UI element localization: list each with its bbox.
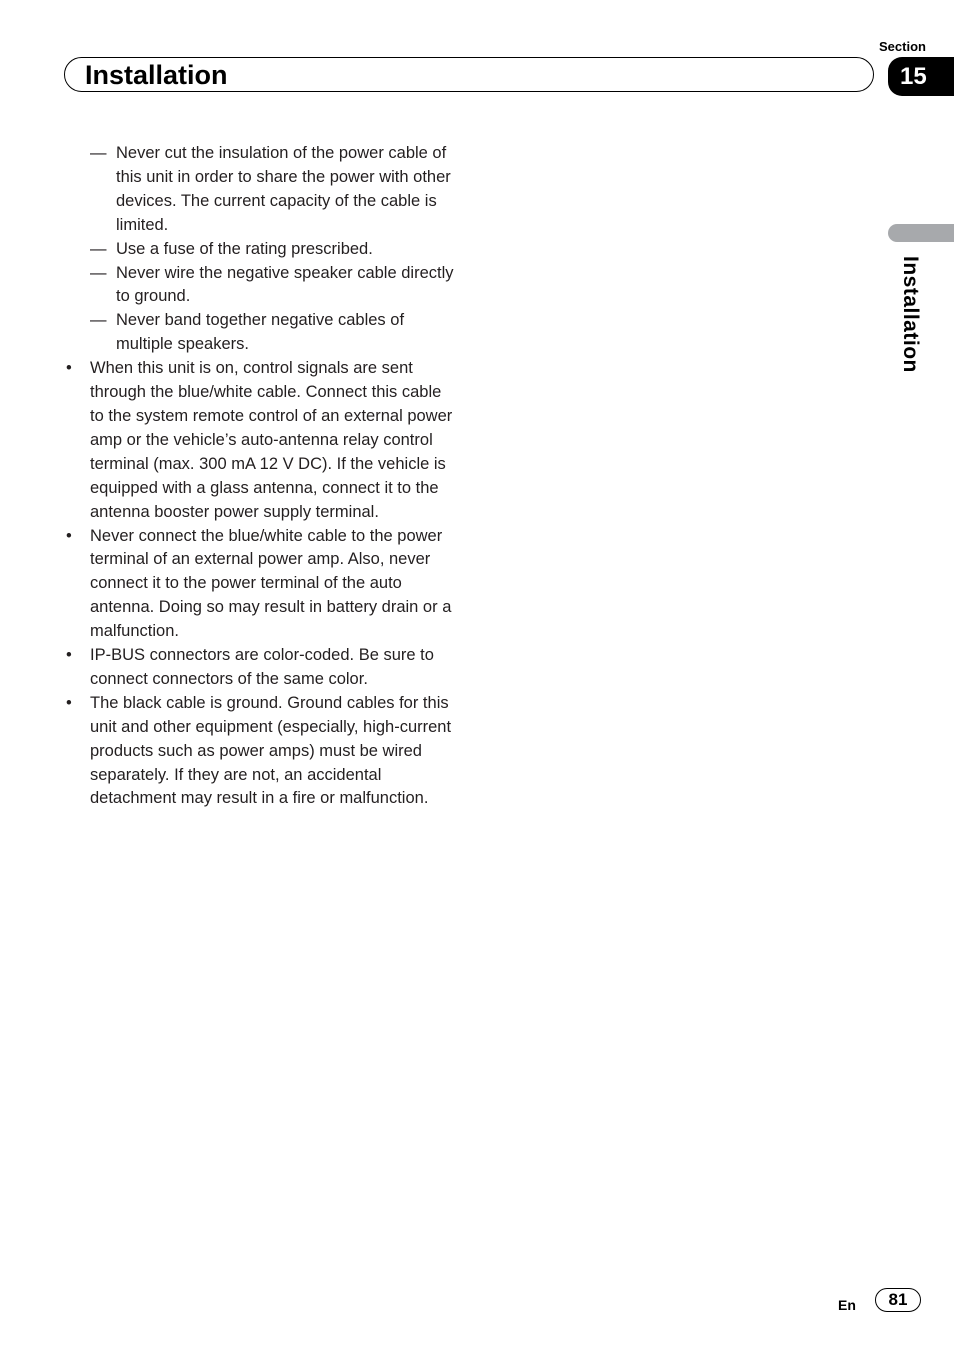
dash-item-text: Never cut the insulation of the power cable of this unit in order to share the power with other devices. The current capacity of the cable is limited. <box>116 144 451 234</box>
bullet-marker: • <box>66 693 72 712</box>
dash-list-item <box>64 309 456 357</box>
section-label: Section <box>879 39 926 54</box>
dash-item-text: Use a fuse of the rating prescribed. <box>116 239 373 258</box>
dash-marker: — <box>90 263 107 282</box>
footer-language: En <box>838 1297 856 1313</box>
dash-marker: — <box>90 144 107 162</box>
dash-list-item <box>64 142 456 238</box>
page-title: Installation <box>85 60 228 90</box>
side-tab <box>888 224 954 242</box>
content-column <box>64 142 456 811</box>
title-bar <box>64 57 874 92</box>
dash-item-text: Never wire the negative speaker cable directly to ground. <box>116 263 454 306</box>
bullet-list-item <box>64 692 456 812</box>
bullet-marker: • <box>66 646 72 665</box>
dash-marker: — <box>90 239 107 258</box>
bullet-list-item <box>64 357 456 524</box>
bullet-item-text: IP-BUS connectors are color-coded. Be sure to connect connectors of the same color. <box>90 646 434 688</box>
page-number: 81 <box>875 1288 921 1312</box>
dash-marker: — <box>90 311 107 330</box>
dash-list-item <box>64 262 456 310</box>
dash-list-item <box>64 238 456 262</box>
bullet-item-text: Never connect the blue/white cable to the power terminal of an external power amp. Also, never connect it to the power terminal of the auto antenna. Doing so may result in battery drain or a malfunction. <box>90 526 452 641</box>
bullet-item-text: When this unit is on, control signals are sent through the blue/white cable. Connect this cable to the system remote control of an external power amp or the vehicle’s auto-antenna relay control terminal (max. 300 mA 12 V DC). If the vehicle is equipped with a glass antenna, connect it to the antenna booster power supply terminal. <box>90 359 453 521</box>
bullet-marker: • <box>66 359 72 378</box>
section-number-badge: 15 <box>888 57 954 96</box>
bullet-list-item <box>64 644 456 692</box>
bullet-marker: • <box>66 526 72 545</box>
bullet-list-item <box>64 525 456 645</box>
dash-item-text: Never band together negative cables of multiple speakers. <box>116 311 405 354</box>
side-section-label: Installation <box>899 256 922 373</box>
bullet-item-text: The black cable is ground. Ground cables for this unit and other equipment (especially, high-current products such as power amps) must be wired separately. If they are not, an accidental detachment may result in a fire or malfunction. <box>90 693 452 808</box>
